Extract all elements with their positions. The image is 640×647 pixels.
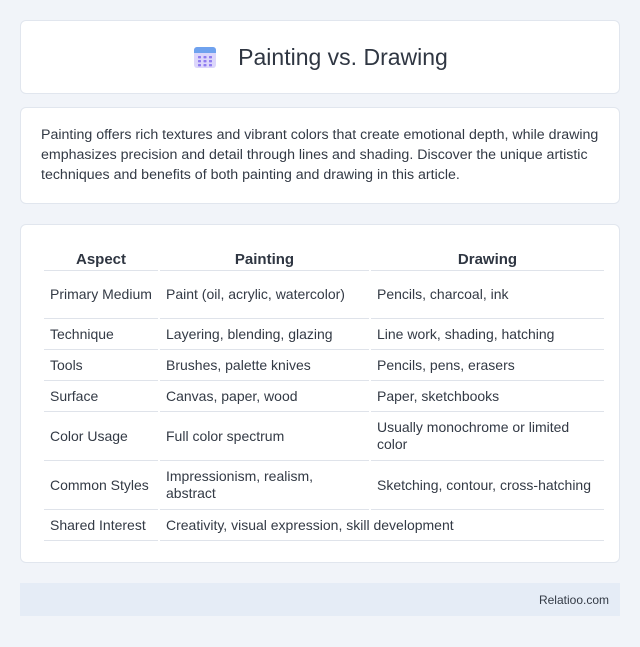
cell-aspect: Primary Medium <box>44 271 158 319</box>
table-header-row <box>44 243 604 271</box>
cell-painting: Layering, blending, glazing <box>160 319 369 350</box>
cell-painting: Full color spectrum <box>160 412 369 461</box>
cell-painting: Paint (oil, acrylic, watercolor) <box>160 271 369 319</box>
table-row <box>44 510 604 541</box>
table-row <box>44 350 604 381</box>
cell-aspect: Shared Interest <box>44 510 158 541</box>
cell-painting: Canvas, paper, wood <box>160 381 369 412</box>
footer-brand: Relatioo.com <box>538 592 609 607</box>
intro-card <box>20 107 620 204</box>
cell-aspect: Common Styles <box>44 461 158 510</box>
cell-drawing: Usually monochrome or limited color <box>371 412 604 461</box>
table-row <box>44 381 604 412</box>
cell-aspect: Surface <box>44 381 158 412</box>
header-card <box>20 20 620 94</box>
calendar-icon <box>192 44 218 70</box>
header-drawing: Drawing <box>371 243 604 271</box>
intro-text: Painting offers rich textures and vibrant colors that create emotional depth, while drawing emphasizes precision and detail through lines and shading. Discover the unique artistic techniques and benefits of both painting and drawing in this article. <box>41 127 599 183</box>
table-row <box>44 271 604 319</box>
cell-aspect: Technique <box>44 319 158 350</box>
comparison-table-card <box>20 224 620 563</box>
page-title: Painting vs. Drawing <box>238 43 448 70</box>
cell-painting: Impressionism, realism, abstract <box>160 461 369 510</box>
cell-drawing: Paper, sketchbooks <box>371 381 604 412</box>
cell-aspect: Color Usage <box>44 412 158 461</box>
footer-bar <box>20 583 620 616</box>
comparison-table <box>42 243 606 541</box>
header-painting: Painting <box>160 243 369 271</box>
header-aspect: Aspect <box>44 243 158 271</box>
table-row <box>44 412 604 461</box>
cell-shared: Creativity, visual expression, skill development <box>160 510 604 541</box>
cell-drawing: Pencils, charcoal, ink <box>371 271 604 319</box>
cell-aspect: Tools <box>44 350 158 381</box>
cell-drawing: Pencils, pens, erasers <box>371 350 604 381</box>
table-row <box>44 461 604 510</box>
table-row <box>44 319 604 350</box>
cell-drawing: Sketching, contour, cross-hatching <box>371 461 604 510</box>
cell-painting: Brushes, palette knives <box>160 350 369 381</box>
cell-drawing: Line work, shading, hatching <box>371 319 604 350</box>
